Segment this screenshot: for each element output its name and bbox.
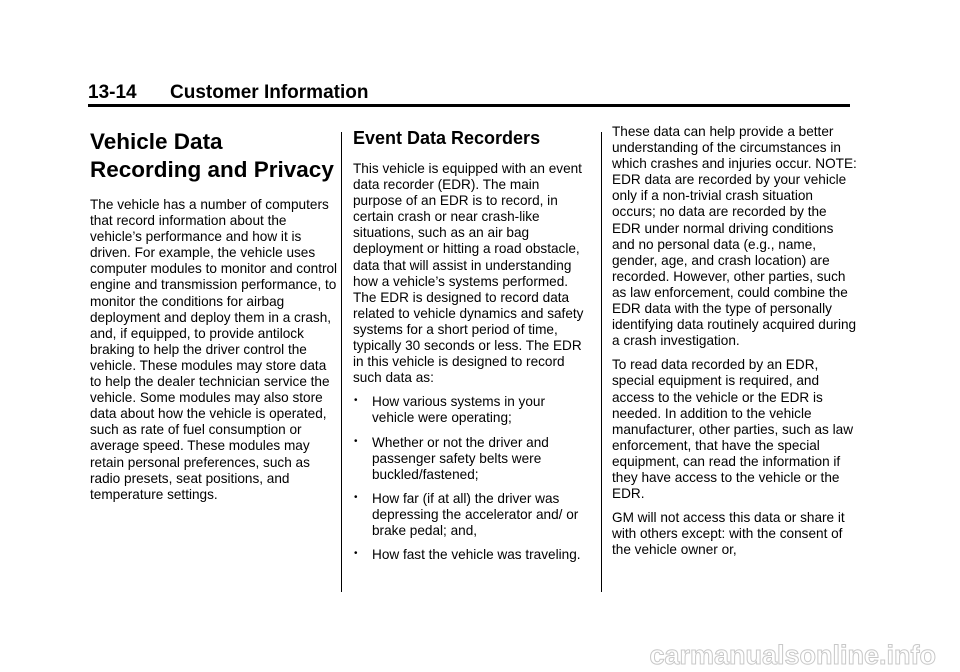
bullet-icon: •: [354, 395, 358, 407]
paragraph-vehicle-computers: The vehicle has a number of computers that record information about the vehicle’s performance and how it is driven. For example, the vehicle uses computer modules to monitor and control engine and transmission performance, to monitor the conditions for airbag deployment and deploy them in a crash, and, if equipped, to provide antilock braking to help the driver control the vehicle. These modules may store data to help the dealer technician service the vehicle. Some modules may also store data about how the vehicle is operated, such as rate of fuel consumption or average speed. These modules may retain personal preferences, such as radio presets, seat positions, and temperature settings.: [90, 197, 338, 502]
paragraph-gm-access: GM will not access this data or share it with others except: with the consent of the vehicle owner or,: [612, 510, 845, 558]
bullet-icon: •: [354, 548, 358, 560]
heading-event-data-recorders: Event Data Recorders: [353, 128, 541, 148]
bullet-icon: •: [354, 491, 358, 503]
section-title: Customer Information: [170, 82, 369, 103]
list-item-text: How various systems in your vehicle were operating;: [372, 394, 545, 426]
heading-vehicle-data-recording: Vehicle Data Recording and Privacy: [90, 129, 334, 182]
list-item-text: How fast the vehicle was traveling.: [372, 547, 581, 563]
bullet-icon: •: [354, 435, 358, 447]
paragraph-edr-understanding: These data can help provide a better understanding of the circumstances in which crashes and injuries occur. NOTE: EDR data are recorded by your vehicle only if a non-trivial crash situation occurs; no data are recorded by the EDR under normal driving conditions and no personal data (e.g., name, gender, age, and crash location) are recorded. However, other parties, such as law enforcement, could combine the EDR data with the type of personally identifying data routinely acquired during a crash investigation.: [612, 124, 857, 349]
watermark-text: carmanualsonline.info: [649, 640, 936, 670]
paragraph-edr-access: To read data recorded by an EDR, special equipment is required, and access to the vehicle or the EDR is needed. In addition to the vehicle manufacturer, other parties, such as law enforcement, that have the special equipment, can read the information if they have access to the vehicle or the EDR.: [612, 357, 854, 502]
paragraph-edr-intro: This vehicle is equipped with an event data recorder (EDR). The main purpose of an EDR is to record, in certain crash or near crash-like situations, such as an air bag deployment or hitting a road obstacle, data that will assist in understanding how a vehicle’s systems performed. The EDR is designed to record data related to vehicle dynamics and safety systems for a short period of time, typically 30 seconds or less. The EDR in this vehicle is designed to record such data as:: [353, 161, 584, 386]
page-number: 13-14: [88, 82, 137, 103]
list-item-text: Whether or not the driver and passenger safety belts were buckled/fastened;: [372, 434, 549, 482]
list-item-text: How far (if at all) the driver was depressing the accelerator and/ or brake pedal; and,: [372, 490, 579, 538]
